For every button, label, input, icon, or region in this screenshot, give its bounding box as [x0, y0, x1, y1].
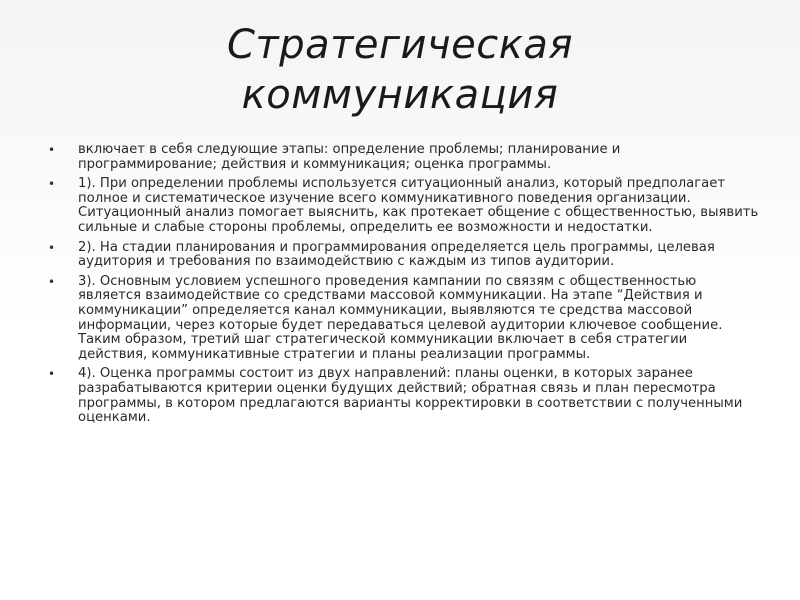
bullet-text-evaluation: 4). Оценка программы состоит из двух направлений: планы оценки, в которых заранее разрабатываются критерии оценки будущих действий; обратная связь и план пересмотра программы, в котором предлагаются варианты корректировки в соответствии с полученными оценками.	[78, 366, 743, 426]
bullet-dot-icon: •	[48, 240, 56, 255]
bullet-text-problem-definition: 1). При определении проблемы используется ситуационный анализ, который предполагает полное и систематическое изучение всего коммуникативного поведения организации. Ситуационный анализ помогает выяснить, как протекает общение с общественностью, выявить сильные и слабые стороны проблемы, определить ее возможности и недостатки.	[78, 176, 759, 235]
bullet-list	[48, 143, 760, 431]
bullet-item-planning	[48, 241, 760, 270]
slide-title-line-1: Стратегическая	[226, 22, 574, 68]
bullet-dot-icon: •	[48, 177, 56, 192]
slide-title	[0, 20, 800, 120]
bullet-item-evaluation	[48, 367, 760, 425]
bullet-dot-icon: •	[48, 367, 56, 382]
bullet-dot-icon: •	[48, 274, 56, 289]
bullet-text-stages: включает в себя следующие этапы: определение проблемы; планирование и программирование; действия и коммуникация; оценка программы.	[78, 142, 621, 172]
bullet-item-stages	[48, 143, 760, 172]
bullet-text-planning: 2). На стадии планирования и программирования определяется цель программы, целевая аудитория и требования по взаимодействию с каждым из типов аудитории.	[78, 239, 715, 270]
slide-title-line-2: коммуникация	[241, 72, 559, 118]
bullet-item-problem-definition	[48, 177, 760, 235]
bullet-text-action-communication: 3). Основным условием успешного проведения кампании по связям с общественностью является взаимодействие со средствами массовой коммуникации. На этапе “Действия и коммуникации” определяется канал коммуникации, выявляются те средства массовой информации, через которые будет передаваться целевой аудитории ключевое сообщение. Таким образом, третий шаг стратегической коммуникации включает в себя стратегии действия, коммуникативные стратегии и планы реализации программы.	[78, 273, 723, 362]
bullet-dot-icon: •	[48, 143, 56, 157]
bullet-item-action-communication	[48, 275, 760, 363]
